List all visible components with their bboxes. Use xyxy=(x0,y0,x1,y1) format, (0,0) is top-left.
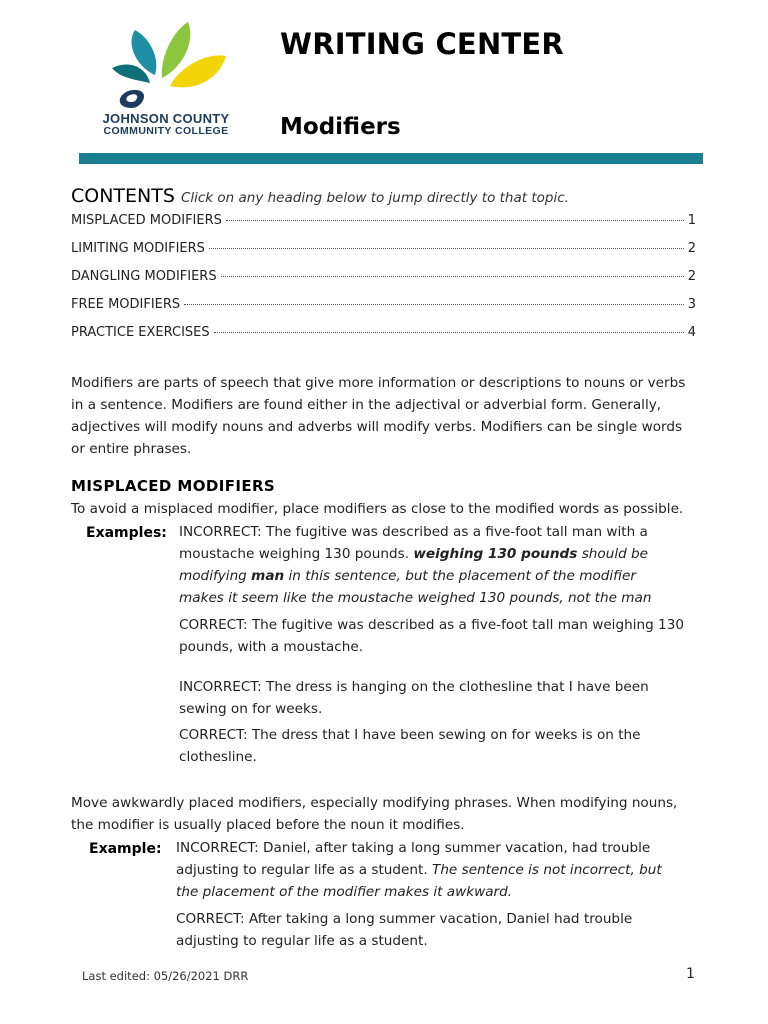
example-1-incorrect xyxy=(179,521,684,609)
page-title: WRITING CENTER xyxy=(280,27,564,61)
ex1-incorrect-text: INCORRECT: The fugitive was described as a five-foot tall man with a moustache weighing 130 pounds. xyxy=(179,524,648,562)
section-lead: To avoid a misplaced modifier, place modifiers as close to the modified words as possible. xyxy=(71,501,684,517)
section-heading-misplaced: MISPLACED MODIFIERS xyxy=(71,477,276,495)
toc-link-limiting[interactable] xyxy=(71,241,696,259)
toc-label: PRACTICE EXERCISES xyxy=(71,325,210,340)
move-paragraph: Move awkwardly placed modifiers, especially modifying phrases. When modifying nouns, the modifier is usually placed before the noun it modifies. xyxy=(71,795,678,833)
page-number: 1 xyxy=(686,966,695,982)
toc-page: 2 xyxy=(687,241,696,256)
contents-label: CONTENTS xyxy=(71,185,175,207)
footer-last-edited: Last edited: 05/26/2021 DRR xyxy=(82,969,249,983)
logo-line1: JOHNSON COUNTY xyxy=(102,111,230,126)
toc-label: MISPLACED MODIFIERS xyxy=(71,213,222,228)
intro-paragraph: Modifiers are parts of speech that give more information or descriptions to nouns or verbs in a sentence. Modifiers are found either in the adjectival or adverbial form. Generally, adjectives will modify nouns and adverbs will modify verbs. Modifiers can be single words or entire phrases. xyxy=(71,375,686,457)
examples-label: Examples: xyxy=(86,525,167,541)
ex1-note-b: in this sentence, but the placement of the modifier makes it seem like the moustache weighed 130 pounds, not the man xyxy=(179,568,652,606)
logo-line2: COMMUNITY COLLEGE xyxy=(103,125,229,137)
toc-leader xyxy=(184,304,684,305)
toc-page: 2 xyxy=(687,269,696,284)
ex1-bold-phrase: weighing 130 pounds xyxy=(413,546,578,562)
toc-link-dangling[interactable] xyxy=(71,269,696,287)
ex3-incorrect-text: INCORRECT: Daniel, after taking a long summer vacation, had trouble adjusting to regular life as a student. xyxy=(176,840,651,878)
example-3-incorrect xyxy=(176,837,686,903)
toc-label: LIMITING MODIFIERS xyxy=(71,241,205,256)
example-2-incorrect: INCORRECT: The dress is hanging on the clothesline that I have been sewing on for weeks. xyxy=(179,679,649,717)
ex1-note-a: should be modifying xyxy=(179,546,649,584)
contents-hint: Click on any heading below to jump directly to that topic. xyxy=(180,190,569,206)
toc-leader xyxy=(214,332,684,333)
toc-label: FREE MODIFIERS xyxy=(71,297,181,312)
toc-page: 1 xyxy=(687,213,696,228)
logo-leaves-icon xyxy=(80,20,250,115)
example-3-correct: CORRECT: After taking a long summer vacation, Daniel had trouble adjusting to regular life as a student. xyxy=(176,911,633,949)
toc-leader xyxy=(209,248,684,249)
toc-page: 3 xyxy=(687,297,696,312)
contents-heading xyxy=(71,185,569,207)
toc-leader xyxy=(221,276,684,277)
page-subtitle: Modifiers xyxy=(280,114,401,140)
toc-link-misplaced[interactable] xyxy=(71,213,696,231)
college-logo xyxy=(80,20,250,140)
ex3-note: The sentence is not incorrect, but the placement of the modifier makes it awkward. xyxy=(176,862,662,900)
toc-page: 4 xyxy=(687,325,696,340)
toc-link-practice[interactable] xyxy=(71,325,696,343)
example-1-correct: CORRECT: The fugitive was described as a five-foot tall man weighing 130 pounds, with a moustache. xyxy=(179,617,684,655)
ex1-bold-word: man xyxy=(251,568,285,584)
example-2-correct: CORRECT: The dress that I have been sewing on for weeks is on the clothesline. xyxy=(179,727,641,765)
header-rule xyxy=(79,153,703,164)
toc-link-free[interactable] xyxy=(71,297,696,315)
toc-label: DANGLING MODIFIERS xyxy=(71,269,217,284)
toc-leader xyxy=(226,220,684,221)
example-label: Example: xyxy=(89,841,162,857)
